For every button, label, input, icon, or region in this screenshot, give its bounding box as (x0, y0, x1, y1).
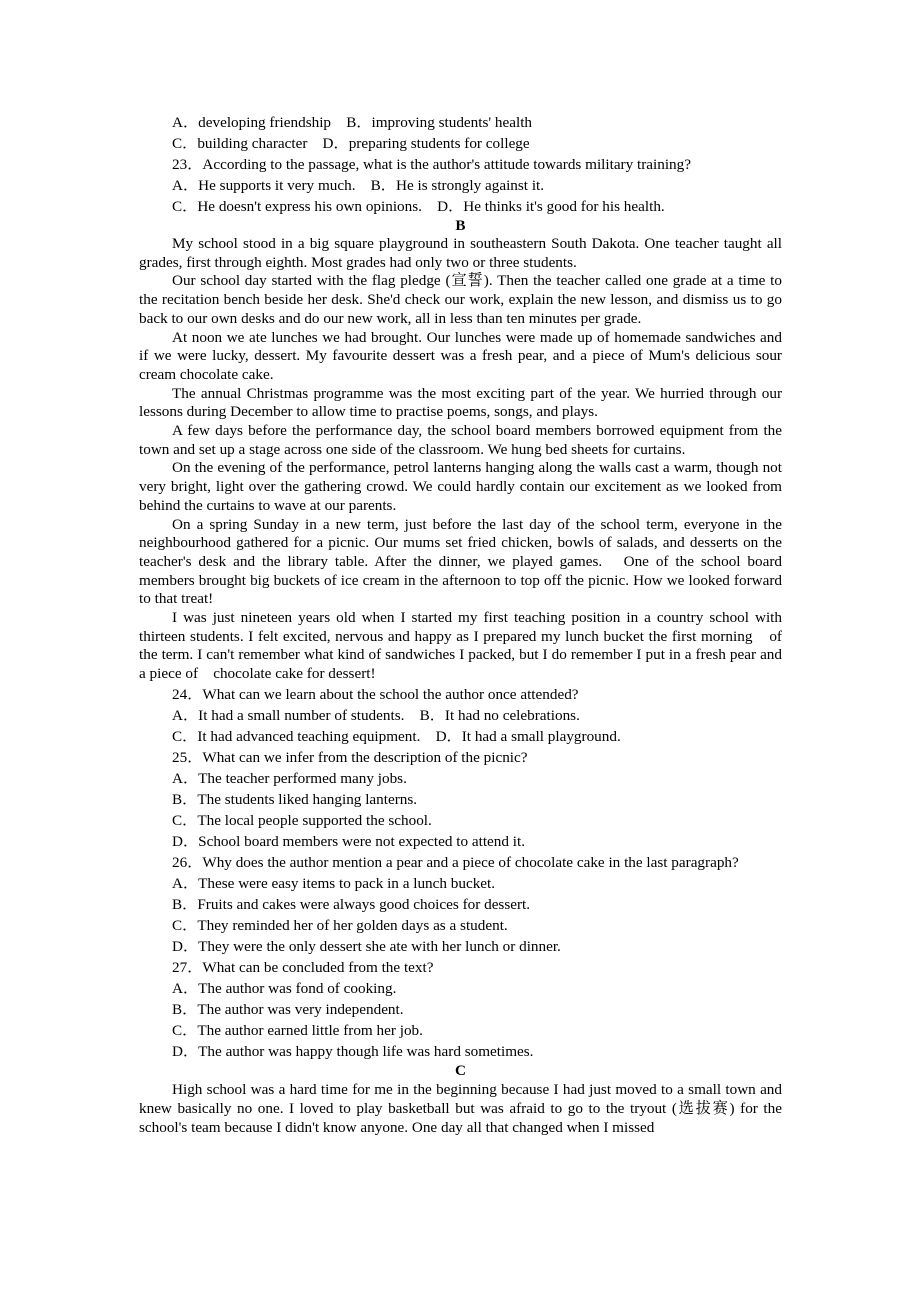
q25-option-a: A．The teacher performed many jobs. (172, 769, 407, 787)
q25-option-b: B．The students liked hanging lanterns. (172, 790, 418, 808)
q25-option-d: D．School board members were not expected to attend it. (172, 832, 526, 850)
q27-option-c: C．The author earned little from her job. (172, 1021, 423, 1039)
q22-options-row1: A．developing friendship B．improving students' health (172, 114, 533, 131)
q23-question: 23．According to the passage, what is the author's attitude towards military training? (172, 156, 691, 173)
section-b-paragraph-8: I was just nineteen years old when I started my first teaching position in a country school with thirteen students. I felt excited, nervous and happy as I prepared my lunch bucket the first morning of the term. I can't remember what kind of sandwiches I packed, but I do remember I put in a fresh pear and a piece of chocolate cake for dessert! (139, 609, 782, 683)
q26-option-a: A．These were easy items to pack in a lunch bucket. (172, 874, 496, 892)
q25-option-c: C．The local people supported the school. (172, 811, 432, 829)
q26-option-b: B．Fruits and cakes were always good choices for dessert. (172, 895, 531, 913)
q27-question: 27．What can be concluded from the text? (172, 958, 434, 976)
q27-option-d: D．The author was happy though life was hard sometimes. (172, 1042, 534, 1060)
q26-question: 26．Why does the author mention a pear and a piece of chocolate cake in the last paragraph? (172, 853, 739, 871)
section-b-paragraph-7: On a spring Sunday in a new term, just before the last day of the school term, everyone in the neighbourhood gathered for a picnic. Our mums set fried chicken, bowls of salads, and desserts on the teacher's desk and the library table. After the dinner, we played games. One of the school board members brought big buckets of ice cream in the afternoon to top off the picnic. How we looked forward to that treat! (139, 515, 782, 608)
q27-option-a: A．The author was fond of cooking. (172, 979, 397, 997)
q24-question: 24．What can we learn about the school the author once attended? (172, 685, 579, 703)
q26-option-c: C．They reminded her of her golden days as a student. (172, 916, 508, 934)
section-b-paragraph-1: My school stood in a big square playground in southeastern South Dakota. One teacher taught all grades, first through eighth. Most grades had only two or three students. (139, 235, 782, 271)
q24-options-row2: C．It had advanced teaching equipment. D．It had a small playground. (172, 727, 621, 745)
exam-page (139, 112, 782, 1137)
q27-option-b: B．The author was very independent. (172, 1000, 404, 1018)
q25-question: 25．What can we infer from the description of the picnic? (172, 748, 528, 766)
q22-options-row2: C．building character D．preparing students for college (172, 135, 530, 152)
q24-options-row1: A．It had a small number of students. B．It had no celebrations. (172, 706, 580, 724)
section-b-heading: B (455, 217, 466, 234)
q23-options-row1: A．He supports it very much. B．He is strongly against it. (172, 177, 545, 194)
section-b-paragraph-4: The annual Christmas programme was the most exciting part of the year. We hurried through our lessons during December to allow time to practise poems, songs, and plays. (139, 384, 782, 421)
section-b-paragraph-3: At noon we ate lunches we had brought. Our lunches were made up of homemade sandwiches and if we were lucky, dessert. My favourite dessert was a fresh pear, and a piece of Mum's delicious sour cream chocolate cake. (139, 328, 782, 383)
q26-option-d: D．They were the only dessert she ate with her lunch or dinner. (172, 937, 561, 955)
section-c-heading: C (455, 1061, 466, 1079)
q23-options-row2: C．He doesn't express his own opinions. D．He thinks it's good for his health. (172, 198, 665, 215)
section-c-paragraph: High school was a hard time for me in the beginning because I had just moved to a small town and knew basically no one. I loved to play basketball but was afraid to go to the tryout (选拔赛) for the school's team because I didn't know anyone. One day all that changed when I missed (139, 1080, 782, 1136)
section-b-paragraph-6: On the evening of the performance, petrol lanterns hanging along the walls cast a warm, though not very bright, light over the gathering crowd. We could hardly contain our excitement as we looked from behind the curtains to wave at our parents. (139, 459, 782, 514)
section-b-paragraph-2: Our school day started with the flag pledge (宣誓). Then the teacher called one grade at a time to the recitation bench beside her desk. She'd check our work, explain the new lesson, and dismiss us to go back to our own desks and do our new work, all in less than ten minutes per grade. (139, 272, 782, 327)
section-b-paragraph-5: A few days before the performance day, the school board members borrowed equipment from the town and set up a stage across one side of the classroom. We hung bed sheets for curtains. (139, 422, 782, 458)
